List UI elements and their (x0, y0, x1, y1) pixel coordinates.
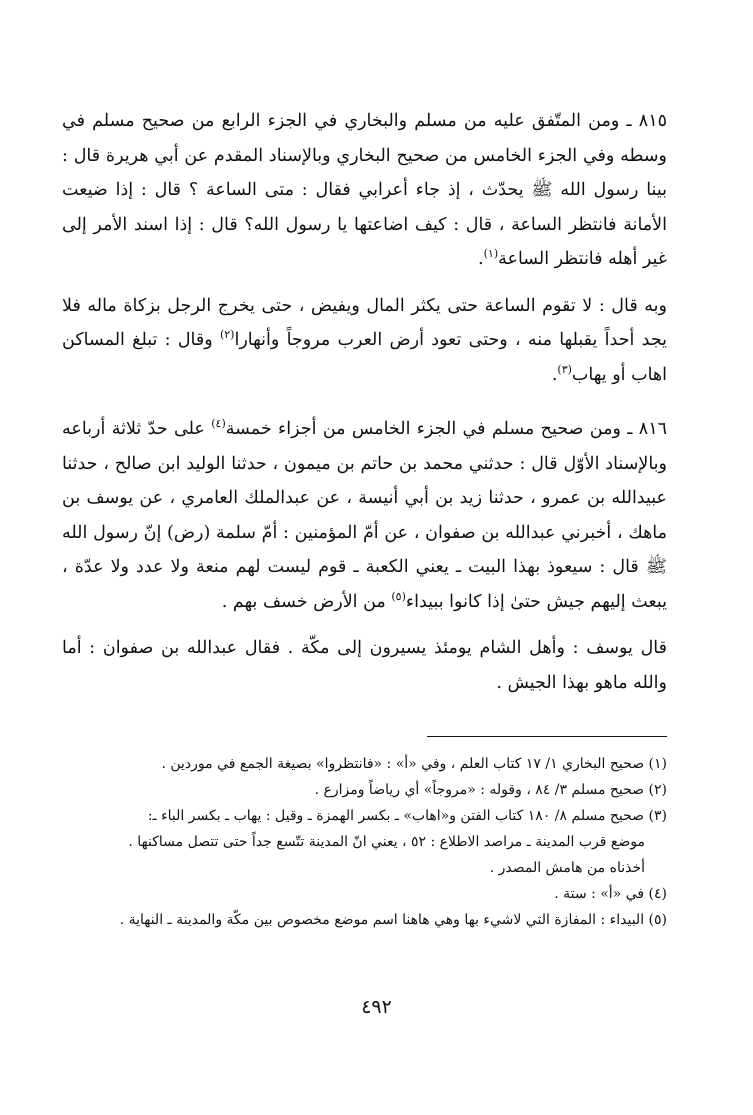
footnote-divider (427, 736, 667, 737)
hadith-816-paragraph (62, 412, 667, 619)
hadith-815-text: ٨١٥ ـ ومن المتّفق عليه من مسلم والبخاري في الجزء الرابع من صحيح مسلم في وسطه وفي الجزء الخامس من صحيح البخاري وبالإسناد المقدم عن أبي هريرة قال : بينا رسول الله ﷺ يحدّث ، إذ جاء أعرابي فقال : متى الساعة ؟ قال : إذا ضيعت الأمانة فانتظر الساعة ، قال : كيف اضاعتها يا رسول الله؟ قال : إذا اسند الأمر إلى غير أهله فانتظر الساعة (62, 111, 667, 269)
hadith-816-text-a: ٨١٦ ـ ومن صحيح مسلم في الجزء الخامس من أجزاء خمسة (225, 419, 667, 439)
hadith-815-cont-text-a: وبه قال : لا تقوم الساعة حتى يكثر المال ويفيض ، حتى يخرج الرجل بزكاة ماله فلا يجد أحداً يقبلها منه ، وحتى تعود أرض العرب مروجاً وأنهارا (62, 295, 667, 350)
hadith-816-text-c: من الأرض خسف بهم . (221, 591, 392, 612)
hadith-816-continuation: قال يوسف : وأهل الشام يومئذ يسيرون إلى مكّة . فقال عبدالله بن صفوان : أما والله ماهو بهذا الجيش . (62, 638, 667, 693)
footnote-ref-5: (٥) (391, 589, 406, 603)
hadith-815-continuation (62, 289, 667, 393)
page-number: ٤٩٢ (361, 996, 392, 1018)
footnote-4: (٤) في «أ» : ستة . (554, 886, 667, 902)
footnote-3-source-note: أخذناه من هامش المصدر . (489, 860, 645, 876)
footnote-3: (٣) صحيح مسلم ٨/ ١٨٠ كتاب الفتن و«اهاب» ـ بكسر الهمزة ـ وقيل : يهاب ـ بكسر الباء ـ: (147, 808, 667, 824)
footnote-ref-1: (١) (483, 247, 499, 261)
hadith-815-paragraph (62, 104, 667, 277)
footnote-ref-3: (٣) (557, 362, 572, 376)
footnote-ref-2: (٢) (219, 328, 235, 342)
footnote-3-continuation: موضع قرب المدينة ـ مراصد الاطلاع : ٥٢ ، يعني انّ المدينة تتّسع جداً حتى تتصل مساكنها . (128, 834, 645, 850)
footnotes (62, 751, 667, 933)
footnote-1: (١) صحيح البخاري ١/ ١٧ كتاب العلم ، وفي «أ» : «فانتظروا» بصيغة الجمع في موردين . (161, 756, 667, 772)
hadith-815-cont-end: . (551, 364, 558, 385)
hadith-815-cont-text-b: وقال : تبلغ المساكن اهاب أو يهاب (62, 330, 667, 385)
footnote-2: (٢) صحيح مسلم ٣/ ٨٤ ، وقوله : «مروجاً» أي رياضاً ومزارع . (314, 782, 667, 798)
hadith-816-text-b: على حدّ ثلاثة أرباعه وبالإسناد الأوّل قال : حدثني محمد بن حاتم بن ميمون ، حدثنا الوليد ابن صالح ، حدثنا عبيدالله بن عمرو ، حدثنا زيد بن أبي أنيسة ، عن عبدالملك العامري ، عن يوسف بن ماهك ، أخبرني عبدالله بن صفوان ، عن أمّ المؤمنين : أمّ سلمة (رض) إنّ رسول الله ﷺ قال : سيعوذ بهذا البيت ـ يعني الكعبة ـ قوم ليست لهم منعة ولا عدد ولا عدّة ، يبعث إليهم جيش حتىٰ إذا كانوا ببيداء (62, 419, 667, 612)
hadith-815-end: . (478, 249, 484, 269)
footnote-5: (٥) البيداء : المفازة التي لاشيء بها وهي هاهنا اسم موضع مخصوص بين مكّة والمدينة ـ النهاية . (119, 912, 667, 928)
footnote-ref-4: (٤) (211, 417, 226, 431)
main-text (62, 0, 667, 933)
